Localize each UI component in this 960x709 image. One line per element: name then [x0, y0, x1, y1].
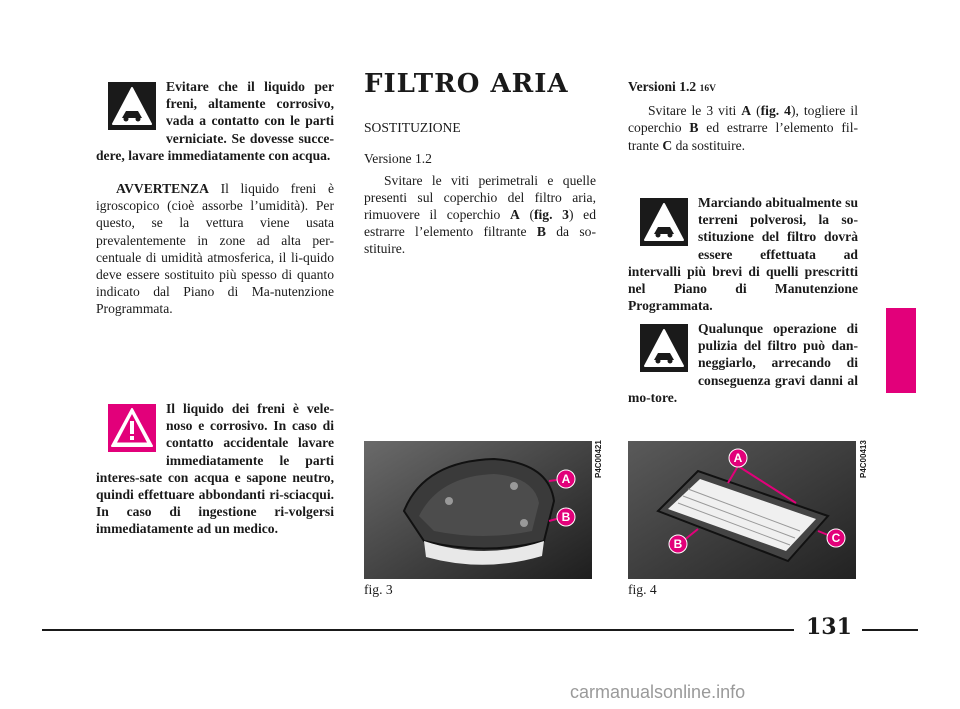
text-segment: ), togliere il coperchio [628, 103, 858, 136]
label-a: A [741, 103, 752, 119]
middle-column [364, 69, 596, 258]
instructions-fig4 [628, 102, 858, 154]
fig-ref: fig. 4 [760, 103, 791, 119]
figure-4-label: fig. 4 [628, 582, 657, 597]
label-c: C [662, 137, 673, 153]
text-segment: ( [519, 207, 534, 223]
left-column [96, 78, 334, 318]
footer-rule-right [862, 629, 918, 631]
watermark-text: carmanualsonline.info [570, 682, 746, 702]
text-segment: da sostituire. [672, 137, 746, 153]
label-b: B [536, 224, 546, 240]
footer-rule-left [42, 629, 794, 631]
dust-warning: Marciando abitualmente su terreni polverosi, la so-stituzione del filtro dovrà essere effettuata ad intervalli più brevi di quelli prescritti nel Piano di Manutenzione Programmata. [628, 195, 858, 314]
figure-3-photo [364, 441, 592, 579]
text-segment: ) ed estrarre l’elemento filtrante [364, 207, 596, 240]
danger-icon [108, 404, 156, 452]
right-column [628, 78, 858, 154]
fig4-letter-b: B [673, 537, 683, 551]
advertenza-text: Il liquido freni è igroscopico (cioè assorbe l’umidità). Per questo, se la vettura viene usata prevalentemente in zone ad alta per-centuale di umidità atmosferica, il li-quido deve essere sostituito più spesso di quanto indicato dal Piano di Ma-nutenzione Programmata. [96, 181, 334, 317]
advertenza-paragraph [96, 180, 334, 318]
figure-4-photo [628, 441, 856, 579]
text-segment: ed estrarre l’elemento fil-trante [628, 120, 859, 153]
label-a: A [509, 207, 520, 223]
car-warning-icon [640, 324, 688, 372]
fig4-letter-a: A [733, 451, 743, 465]
text-segment: ( [751, 103, 761, 119]
car-warning-icon [108, 82, 156, 130]
dust-warning-block [628, 194, 858, 314]
advertenza-label: AVVERTENZA [116, 181, 209, 197]
danger-block [96, 400, 334, 538]
version-16v-heading [628, 78, 858, 98]
figure-4-code: P4C00413 [859, 440, 868, 478]
version-heading: Versione 1.2 [364, 151, 432, 167]
section-tab-marker [886, 308, 916, 393]
text-segment: Versioni 1.2 [628, 79, 700, 94]
section-title: FILTRO ARIA [364, 69, 569, 99]
label-b: B [689, 120, 699, 136]
cleaning-warning-block [628, 320, 858, 406]
brake-fluid-warning: Evitare che il liquido per freni, altamente corrosivo, vada a contatto con le parti verniciate. Se dovesse succe-dere, lavare immediatamente con acqua. [96, 79, 334, 163]
text-segment: 16V [699, 84, 717, 94]
fig3-letter-b: B [561, 510, 571, 524]
instructions-fig3 [364, 172, 596, 258]
text-segment: Svitare le viti perimetrali e quelle presenti sul coperchio del filtro aria, rimuovere il coperchio [364, 172, 596, 223]
text-segment: da so-stituire. [364, 224, 596, 257]
page-number: 131 [806, 614, 852, 640]
brake-fluid-danger: Il liquido dei freni è vele-noso e corrosivo. In caso di contatto accidentale lavare immediatamente le parti interes-sate con acqua e sapone neutro, quindi effettuare abbondanti ri-sciacqui. In caso di ingestione ri-volgersi immediatamente ad un medico. [96, 401, 334, 537]
figure-3-code: P4C00421 [594, 440, 603, 478]
text-segment: Svitare le 3 viti [648, 103, 742, 119]
car-warning-icon [640, 198, 688, 246]
cleaning-warning: Qualunque operazione di pulizia del filtro può dan-neggiarlo, arrecando di conseguenza gravi danni al mo-tore. [628, 321, 858, 405]
figure-3-label: fig. 3 [364, 582, 393, 597]
fig4-letter-c: C [831, 531, 841, 545]
subsection-heading: SOSTITUZIONE [364, 120, 461, 136]
fig3-letter-a: A [561, 472, 571, 486]
fig-ref: fig. 3 [534, 207, 569, 223]
